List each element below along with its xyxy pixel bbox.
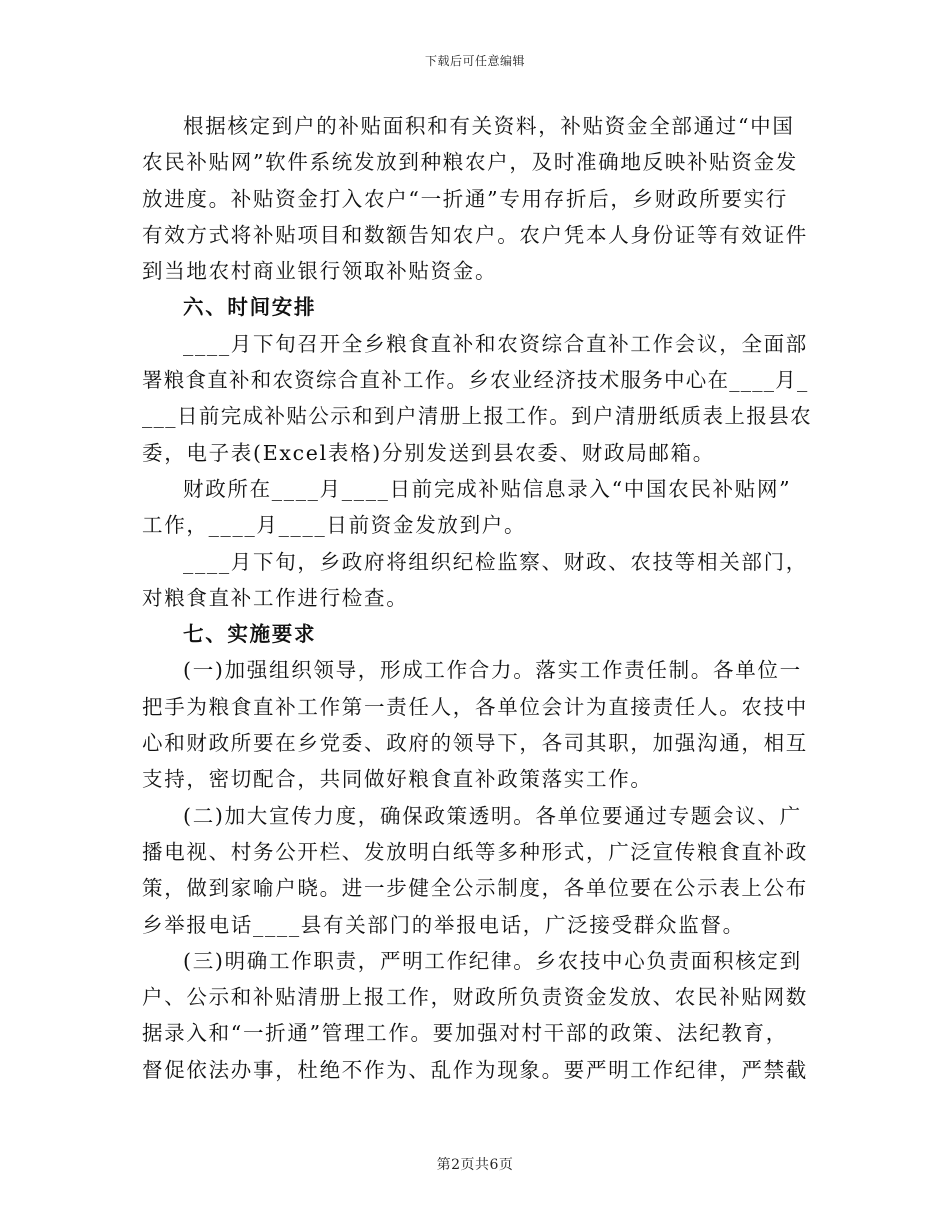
- text-line: 把手为粮食直补工作第一责任人，各单位会计为直接责任人。农技中: [142, 694, 808, 719]
- text-line: 督促依法办事，杜绝不作为、乱作为现象。要严明工作纪律，严禁截: [142, 1057, 808, 1082]
- text-line: 乡举报电话____县有关部门的举报电话，广泛接受群众监督。: [142, 912, 745, 937]
- text-line: 据录入和“一折通”管理工作。要加强对村干部的政策、法纪教育，: [142, 1021, 788, 1046]
- text-line: 心和财政所要在乡党委、政府的领导下，各司其职，加强沟通，相互: [142, 731, 808, 756]
- text-line: (一)加强组织领导，形成工作合力。落实工作责任制。各单位一: [183, 658, 802, 683]
- text-line: 农民补贴网”软件系统发放到种粮农户，及时准确地反映补贴资金发: [142, 150, 798, 175]
- text-line: (三)明确工作职责，严明工作纪律。乡农技中心负责面积核定到: [183, 948, 802, 973]
- text-line: 署粮食直补和农资综合直补工作。乡农业经济技术服务中心在____月_: [142, 368, 809, 393]
- text-line: 户、公示和补贴清册上报工作，财政所负责资金发放、农民补贴网数: [142, 985, 808, 1010]
- text-line: 策，做到家喻户晓。进一步健全公示制度，各单位要在公示表上公布: [142, 876, 808, 901]
- text-line: 根据核定到户的补贴面积和有关资料，补贴资金全部通过“中国: [183, 114, 795, 138]
- text-line: (二)加大宣传力度，确保政策透明。各单位要通过专题会议、广: [183, 803, 802, 828]
- page-number: 第2页共6页: [436, 1157, 514, 1173]
- text-line: 支持，密切配合，共同做好粮食直补政策落实工作。: [142, 767, 653, 792]
- text-line: 放进度。补贴资金打入农户“一折通”专用存折后，乡财政所要实行: [142, 186, 788, 211]
- document-body: [142, 108, 812, 1088]
- text-line: 财政所在____月____日前完成补贴信息录入“中国农民补贴网”: [183, 476, 792, 501]
- text-line: ___日前完成补贴公示和到户清册上报工作。到户清册纸质表上报县农: [142, 404, 813, 429]
- section-heading: 七、实施要求: [183, 622, 317, 647]
- text-line: 工作，____月____日前资金发放到户。: [142, 513, 527, 538]
- page-header-note: 下载后可任意编辑: [424, 54, 525, 68]
- text-line: 到当地农村商业银行领取补贴资金。: [142, 259, 498, 284]
- text-line: ____月下旬召开全乡粮食直补和农资综合直补工作会议，全面部: [183, 331, 808, 356]
- text-line: 对粮食直补工作进行检查。: [142, 585, 409, 610]
- text-line: ____月下旬，乡政府将组织纪检监察、财政、农技等相关部门，: [183, 549, 808, 574]
- text-line: 有效方式将补贴项目和数额告知农户。农户凭本人身份证等有效证件: [142, 222, 808, 247]
- section-heading: 六、时间安排: [183, 295, 317, 320]
- text-line: 播电视、村务公开栏、发放明白纸等多种形式，广泛宣传粮食直补政: [142, 839, 808, 864]
- text-line: 委，电子表(Excel表格)分别发送到县农委、财政局邮箱。: [142, 440, 715, 465]
